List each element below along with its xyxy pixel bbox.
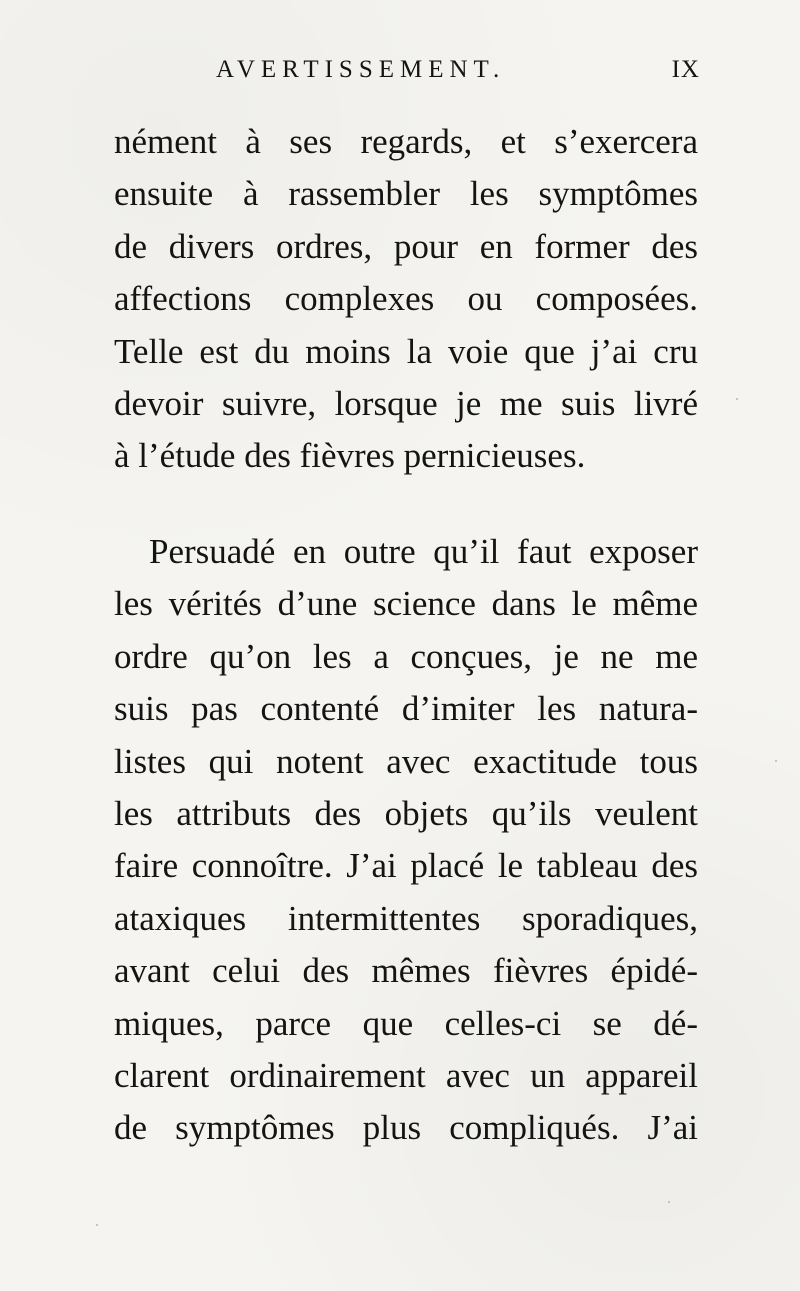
text-line: de symptômes plus compliqués. J’ai xyxy=(114,1108,698,1148)
text-line: les vérités d’une science dans le même xyxy=(114,584,698,624)
text-line: faire connoître. J’ai placé le tableau des xyxy=(114,846,698,886)
text-line: à l’étude des fièvres pernicieuses. xyxy=(114,436,586,476)
paragraph-continuation xyxy=(114,116,698,483)
text-line: Persuadé en outre qu’il faut exposer xyxy=(149,532,698,571)
paper-speck xyxy=(775,760,777,762)
text-line: Telle est du moins la voie que j’ai cru xyxy=(114,331,698,371)
text-line: suis pas contenté d’imiter les natura- xyxy=(114,689,698,729)
text-line: listes qui notent avec exactitude tous xyxy=(114,741,698,781)
text-line: les attributs des objets qu’ils veulent xyxy=(114,794,698,834)
paragraph xyxy=(114,526,698,1155)
text-line: devoir suivre, lorsque je me suis livré xyxy=(114,384,698,424)
text-line: de divers ordres, pour en former des xyxy=(114,226,698,266)
page-header xyxy=(216,57,700,97)
running-title: AVERTISSEMENT. xyxy=(216,56,506,83)
text-line: ordre qu’on les a conçues, je ne me xyxy=(114,636,698,676)
paper-speck xyxy=(668,1201,670,1203)
page-number: IX xyxy=(671,56,700,83)
text-line: ensuite à rassembler les symptômes xyxy=(114,174,698,214)
text-line: avant celui des mêmes fièvres épidé- xyxy=(114,951,698,991)
text-line: nément à ses regards, et s’exercera xyxy=(114,122,698,161)
text-line: miques, parce que celles-ci se dé- xyxy=(114,1003,698,1043)
text-line: ataxiques intermittentes sporadiques, xyxy=(114,898,698,938)
paper-speck xyxy=(736,398,738,400)
paper-speck xyxy=(96,1224,98,1226)
text-line: clarent ordinairement avec un appareil xyxy=(114,1056,698,1096)
text-line: affections complexes ou composées. xyxy=(114,279,698,319)
